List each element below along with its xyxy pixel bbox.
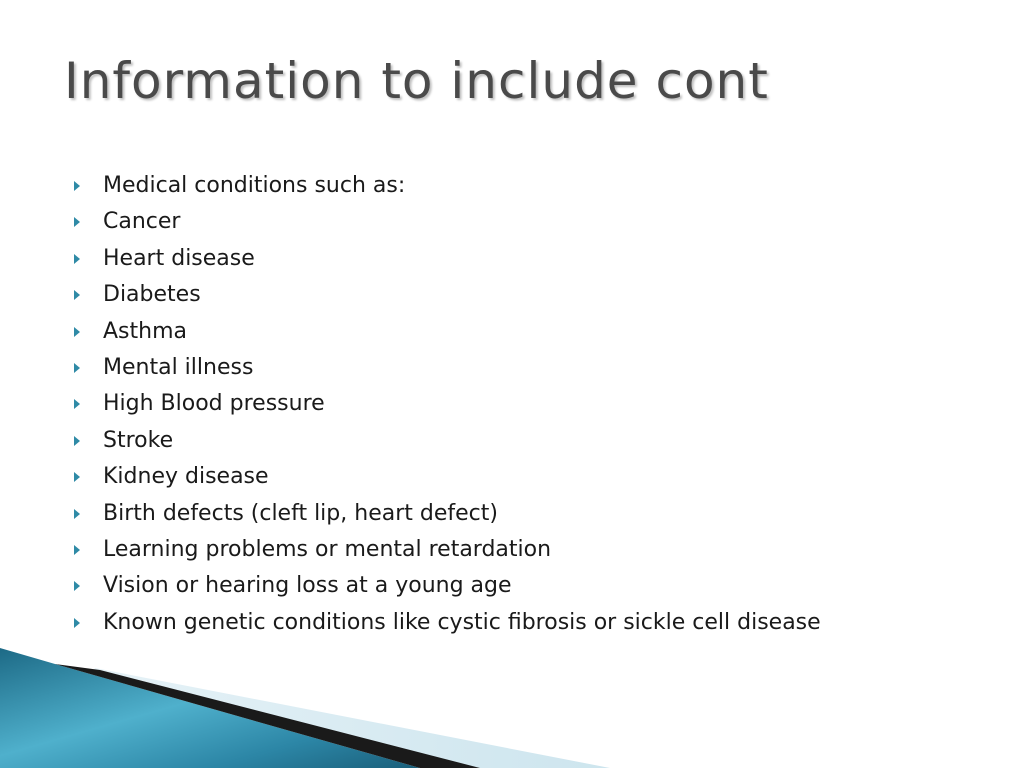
list-item-text: Kidney disease [103,464,269,490]
list-item-text: High Blood pressure [103,391,325,417]
list-item-text: Heart disease [103,245,255,271]
triangle-right-icon [74,472,80,482]
triangle-right-icon [74,290,80,300]
triangle-right-icon [74,181,80,191]
triangle-right-icon [74,254,80,264]
triangle-right-icon [74,217,80,227]
pale-swoosh-band [90,668,610,768]
list-item-text: Diabetes [103,282,201,308]
list-item-text: Cancer [103,209,181,235]
triangle-right-icon [74,509,80,519]
triangle-right-icon [74,399,80,409]
list-item-text: Learning problems or mental retardation [103,536,552,562]
list-item-text: Vision or hearing loss at a young age [103,573,512,599]
slide-title: Information to include cont [64,52,769,110]
list-item-text: Birth defects (cleft lip, heart defect) [103,500,498,526]
list-item-text: Known genetic conditions like cystic fibrosis or sickle cell disease [103,609,821,635]
triangle-right-icon [74,545,80,555]
triangle-right-icon [74,363,80,373]
list-item-text: Stroke [103,427,174,453]
list-item-text: Asthma [103,318,187,344]
triangle-right-icon [74,618,80,628]
list-item-text: Medical conditions such as: [103,173,406,198]
dark-swoosh-band [55,664,480,768]
list-item-text: Mental illness [103,354,254,380]
triangle-right-icon [74,581,80,591]
triangle-right-icon [74,436,80,446]
triangle-right-icon [74,327,80,337]
teal-swoosh-band [0,648,420,768]
